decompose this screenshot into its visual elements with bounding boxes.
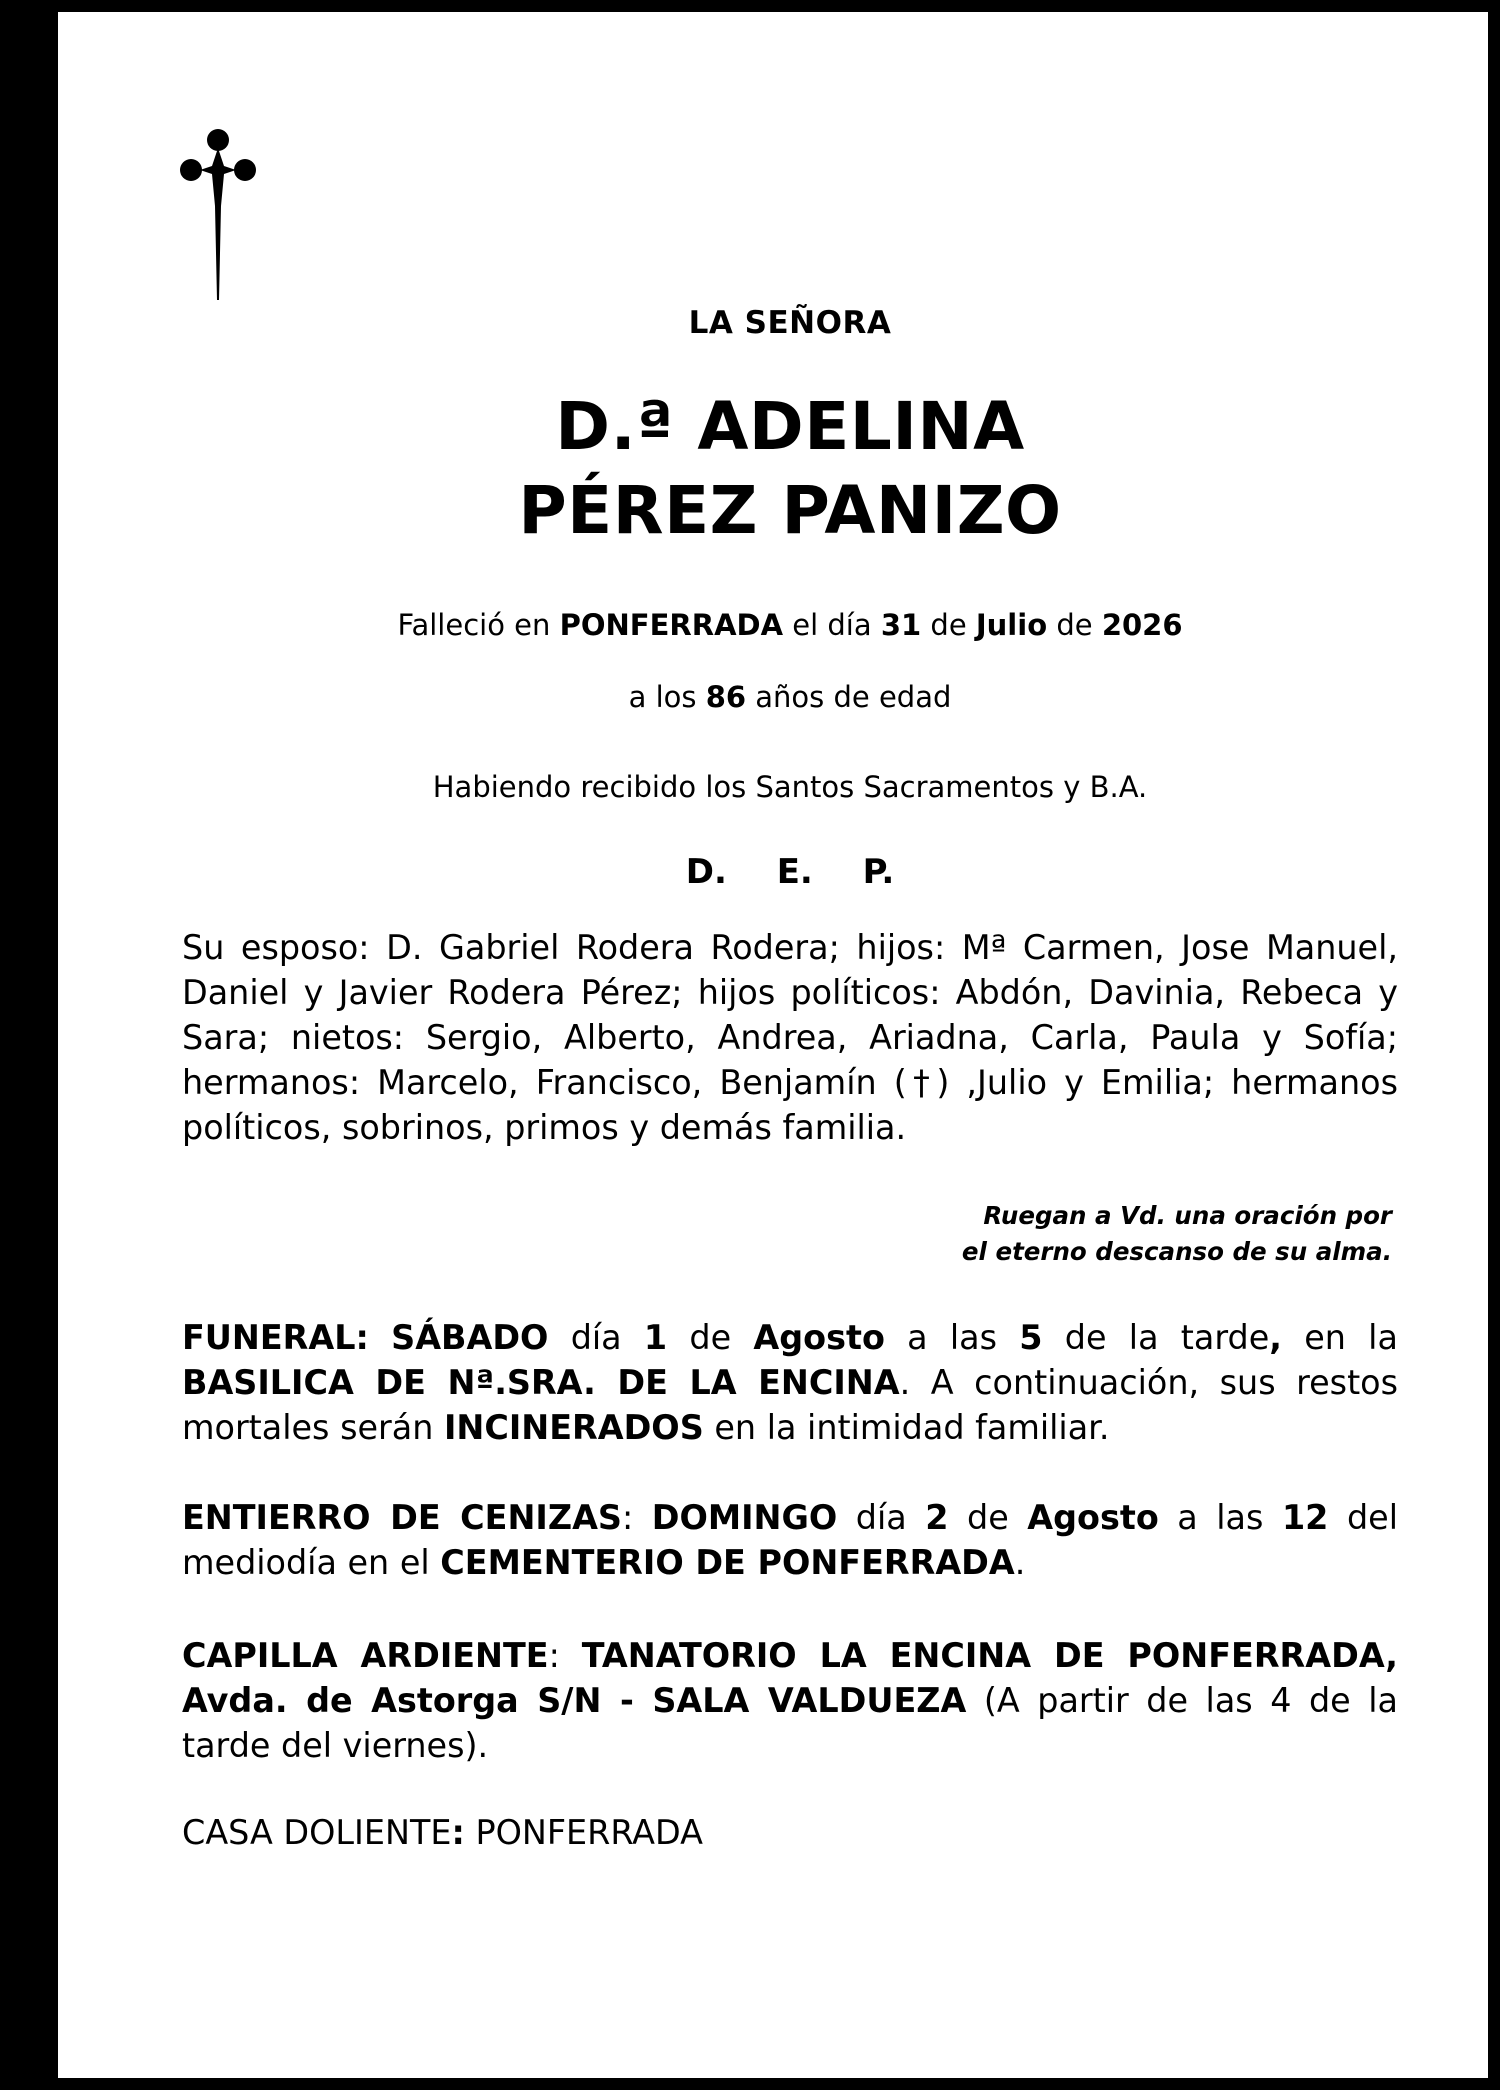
text: a las xyxy=(1177,1498,1264,1537)
family-paragraph: Su esposo: D. Gabriel Rodera Rodera; hijos: Mª Carmen, Jose Manuel, Daniel y Javier Rodera Pérez; hijos políticos: Abdón, Davinia, Rebeca y Sara; nietos: Sergio, Alberto, Andrea, Ariadna, Carla, Paula y Sofía; hermanos: Marcelo, Francisco, Benjamín (†) ,Julio y Emilia; hermanos políticos, sobrinos, primos y demás familia. xyxy=(182,928,1398,1147)
dep-line: D. E. P. xyxy=(685,852,895,892)
text: día xyxy=(570,1318,622,1357)
death-day: 31 xyxy=(880,608,922,642)
funeral-month: Agosto xyxy=(753,1318,885,1357)
death-month: Julio xyxy=(975,608,1048,642)
text: a las xyxy=(907,1318,998,1357)
name-line-2: PÉREZ PANIZO xyxy=(518,472,1062,549)
burial-paragraph xyxy=(182,1495,1398,1585)
burial-place: CEMENTERIO DE PONFERRADA xyxy=(440,1543,1015,1582)
colon: : xyxy=(451,1813,465,1852)
text: . A continuación, sus restos mortales serán xyxy=(182,1363,1398,1447)
comma: , xyxy=(1269,1318,1282,1357)
text: el día xyxy=(792,608,872,642)
mourning-house xyxy=(182,1810,1398,1855)
burial-hour: 12 xyxy=(1281,1498,1329,1537)
chapel-paragraph xyxy=(182,1633,1398,1768)
text: en la intimidad familiar. xyxy=(714,1408,1110,1447)
deceased-name xyxy=(180,385,1400,553)
text: del mediodía en el xyxy=(182,1498,1398,1582)
age-years: 86 xyxy=(705,680,747,714)
prayer-request xyxy=(962,1198,1392,1270)
death-year: 2026 xyxy=(1101,608,1183,642)
text: de xyxy=(930,608,967,642)
burial-label: ENTIERRO DE CENIZAS xyxy=(182,1498,622,1537)
cross-icon xyxy=(178,126,258,306)
funeral-place: BASILICA DE Nª.SRA. DE LA ENCINA xyxy=(182,1363,900,1402)
burial-weekday: DOMINGO xyxy=(651,1498,838,1537)
text: de la tarde xyxy=(1064,1318,1270,1357)
prayer-line-2: el eterno descanso de su alma. xyxy=(961,1237,1392,1266)
death-place: PONFERRADA xyxy=(559,608,784,642)
funeral-hour: 5 xyxy=(1019,1318,1043,1357)
burial-day: 2 xyxy=(925,1498,949,1537)
period: . xyxy=(1014,1543,1026,1582)
age-info xyxy=(180,680,1400,714)
funeral-weekday: SÁBADO xyxy=(391,1318,549,1357)
funeral-label: FUNERAL: xyxy=(182,1318,369,1357)
mourning-house-value: PONFERRADA xyxy=(475,1813,703,1852)
chapel-label: CAPILLA ARDIENTE xyxy=(182,1636,549,1675)
text: Falleció en xyxy=(397,608,551,642)
chapel-note: (A partir de las 4 de la tarde del viernes). xyxy=(182,1681,1398,1765)
title: LA SEÑORA xyxy=(688,305,892,341)
text: día xyxy=(855,1498,907,1537)
colon: : xyxy=(621,1498,634,1537)
text: en la xyxy=(1304,1318,1398,1357)
mourning-house-label: CASA DOLIENTE xyxy=(182,1813,452,1852)
text: de xyxy=(1056,608,1093,642)
colon: : xyxy=(548,1636,560,1675)
chapel-place: TANATORIO LA ENCINA DE PONFERRADA, Avda. de Astorga S/N - SALA VALDUEZA xyxy=(182,1636,1398,1720)
funeral-action: INCINERADOS xyxy=(443,1408,704,1447)
text: de xyxy=(967,1498,1009,1537)
text: a los xyxy=(628,680,697,714)
death-info xyxy=(180,608,1400,642)
funeral-paragraph xyxy=(182,1315,1398,1450)
text: años de edad xyxy=(755,680,952,714)
text: de xyxy=(689,1318,732,1357)
prayer-line-1: Ruegan a Vd. una oración por xyxy=(983,1201,1392,1230)
sacraments-line: Habiendo recibido los Santos Sacramentos y B.A. xyxy=(432,770,1148,804)
funeral-day: 1 xyxy=(643,1318,668,1357)
name-line-1: D.ª ADELINA xyxy=(555,388,1025,465)
burial-month: Agosto xyxy=(1027,1498,1159,1537)
